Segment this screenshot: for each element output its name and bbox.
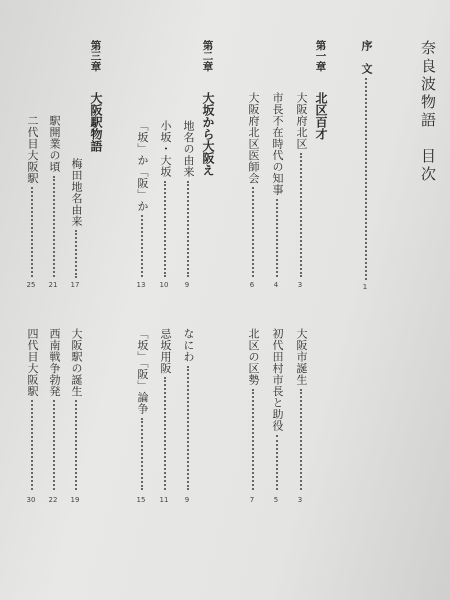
dot-leader [276,435,278,491]
toc-entry [68,158,84,278]
page-number: 9 [184,496,190,504]
dot-leader [75,230,77,278]
dot-leader [53,176,55,278]
page-number: 3 [297,496,303,504]
toc-entry [180,328,196,490]
toc-entry-label: 忌坂用阪 [159,328,172,374]
preface-label: 序 文 [360,40,373,75]
dot-leader [164,377,166,490]
chapter-heading-1: 第一章 [314,40,327,72]
dot-leader [252,187,254,277]
toc-entry-label: 地名の由来 [182,120,195,178]
toc-entry [293,92,309,277]
toc-entry-label: なにわ [182,328,195,363]
page-number: 17 [70,281,80,289]
toc-entry-preface [358,40,374,280]
toc-entry-label: 「坂」「阪」論争 [136,328,149,415]
section-heading-3: 大阪駅物語 [89,92,103,152]
dot-leader [141,418,143,491]
toc-entry [24,328,40,490]
chapter-heading-3: 第三章 [89,40,102,72]
dot-leader [300,153,302,278]
toc-entry-label: 市長不在時代の知事 [271,92,284,196]
dot-leader [187,366,189,491]
dot-leader [365,78,367,281]
toc-entry [134,328,150,490]
toc-entry-label: 西南戦争勃発 [48,328,61,397]
page-number: 22 [48,496,58,504]
toc-entry [46,115,62,277]
toc-entry-label: 北区の区勢 [247,328,260,386]
toc-entry-label: 初代田村市長と助役 [271,328,284,432]
page-number: 25 [26,281,36,289]
toc-entry [180,120,196,277]
dot-leader [31,400,33,490]
dot-leader [75,400,77,490]
page-number: 10 [159,281,169,289]
toc-entry [293,328,309,490]
toc-entry [68,328,84,490]
section-heading-2: 大坂から大阪え [201,92,215,176]
toc-entry [269,328,285,490]
toc-entry [245,92,261,277]
toc-entry [157,328,173,490]
dot-leader [276,199,278,278]
page-number: 13 [136,281,146,289]
page-number: 21 [48,281,58,289]
dot-leader [300,389,302,491]
dot-leader [252,389,254,491]
page-number: 30 [26,496,36,504]
toc-entry [24,115,40,277]
page-number: 15 [136,496,146,504]
page-number: 3 [297,281,303,289]
page-number: 6 [249,281,255,289]
toc-entry [269,92,285,277]
toc-entry-label: 四代目大阪駅 [26,328,39,397]
toc-entry-label: 大阪府北区医師会 [247,92,260,184]
dot-leader [141,215,143,277]
toc-entry-label: 大阪府北区 [295,92,308,150]
toc-entry-label: 「坂」か「阪」か [136,120,149,212]
toc-entry [157,120,173,277]
toc-entry-label: 大阪駅の誕生 [70,328,83,397]
toc-entry-label: 大阪市誕生 [295,328,308,386]
toc-entry [46,328,62,490]
toc-entry-label: 駅開業の頃 [48,115,61,173]
page-number: 7 [249,496,255,504]
dot-leader [187,181,189,278]
page-number: 11 [159,496,169,504]
page-number: 9 [184,281,190,289]
chapter-heading-2: 第二章 [201,40,214,72]
page-title: 奈良波物語 目次 [419,40,437,184]
page-number: 5 [273,496,279,504]
page-number: 19 [70,496,80,504]
toc-entry-label: 二代目大阪駅 [26,115,39,184]
page-number: 4 [273,281,279,289]
dot-leader [164,181,166,278]
section-heading-1: 北区百才 [314,92,328,140]
toc-entry [134,120,150,277]
dot-leader [53,400,55,490]
page-number: 1 [362,283,368,291]
toc-entry [245,328,261,490]
dot-leader [31,187,33,277]
toc-entry-label: 梅田地名由来 [70,158,83,227]
toc-entry-label: 小坂・大坂 [159,120,172,178]
